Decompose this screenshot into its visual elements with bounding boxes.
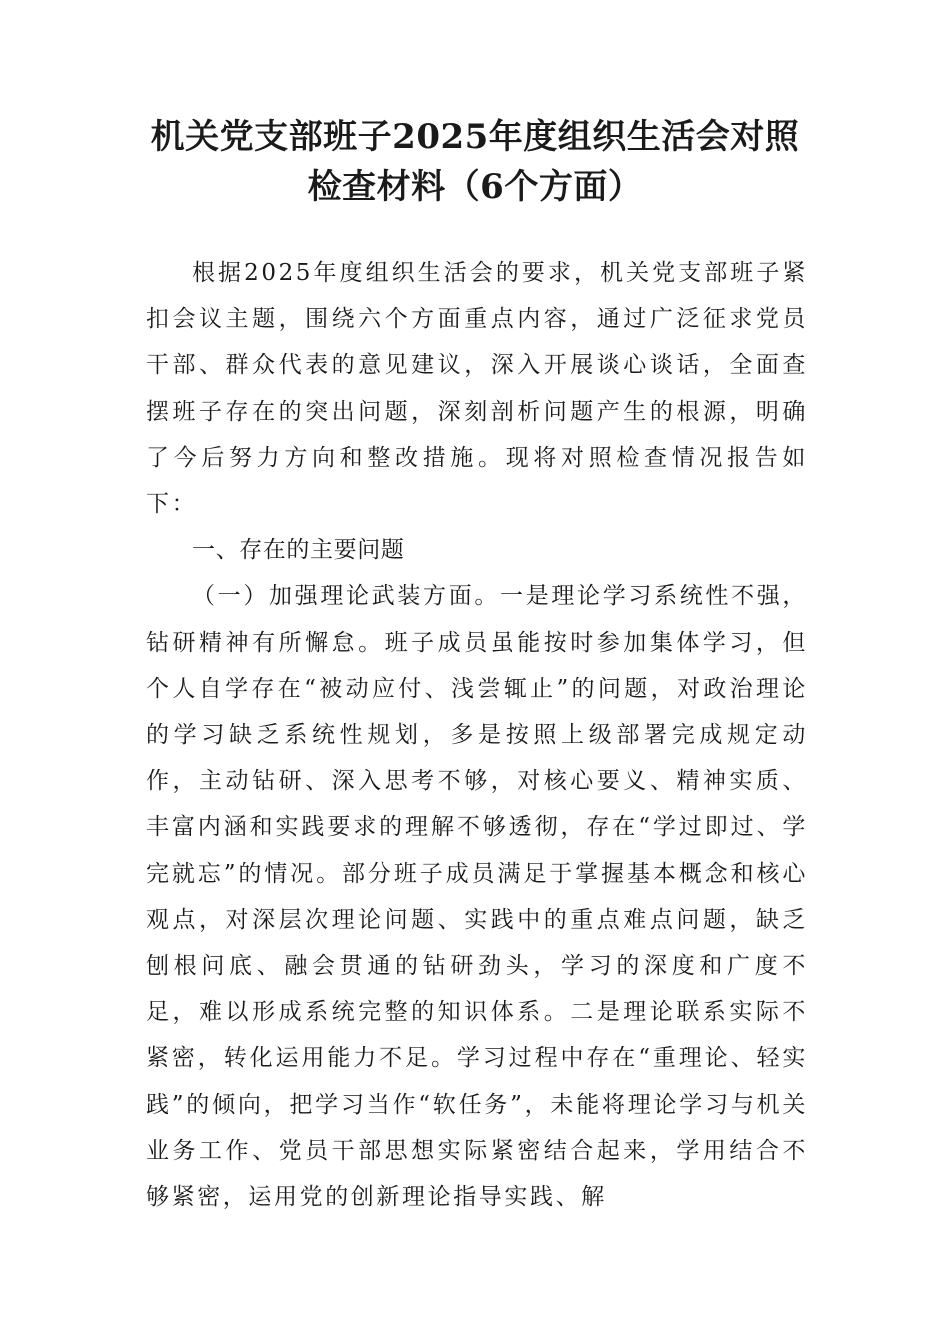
section-heading: 一、存在的主要问题 [192, 537, 405, 564]
subsection-paragraph [146, 573, 808, 1220]
intro-paragraph: 根据2025年度组织生活会的要求，机关党支部班子紧扣会议主题，围绕六个方面重点内容，通过广泛征求党员干部、群众代表的意见建议，深入开展谈心谈话，全面查摆班子存在的突出问题，深刻剖析问题产生的根源，明确了今后努力方向和整改措施。现将对照检查情况报告如下： [146, 260, 808, 518]
title-line-2: 检查材料（6个方面） [307, 167, 643, 207]
subsection-label: （一）加强理论武装方面。 [192, 583, 501, 610]
subsection-body: 一是理论学习系统性不强，钻研精神有所懈怠。班子成员虽能按时参加集体学习，但个人自学存在“被动应付、浅尝辄止”的问题，对政治理论的学习缺乏系统性规划，多是按照上级部署完成规定动作，主动钻研、深入思考不够，对核心要义、精神实质、丰富内涵和实践要求的理解不够透彻，存在“学过即过、学完就忘”的情况。部分班子成员满足于掌握基本概念和核心观点，对深层次理论问题、实践中的重点难点问题，缺乏刨根问底、融会贯通的钻研劲头，学习的深度和广度不足，难以形成系统完整的知识体系。二是理论联系实际不紧密，转化运用能力不足。学习过程中存在“重理论、轻实践”的倾向，把学习当作“软任务”，未能将理论学习与机关业务工作、党员干部思想实际紧密结合起来，学用结合不够紧密，运用党的创新理论指导实践、解 [146, 583, 809, 1211]
title-line-1: 机关党支部班子2025年度组织生活会对照 [150, 117, 800, 157]
document-body [146, 250, 808, 1220]
document-title [100, 112, 850, 212]
